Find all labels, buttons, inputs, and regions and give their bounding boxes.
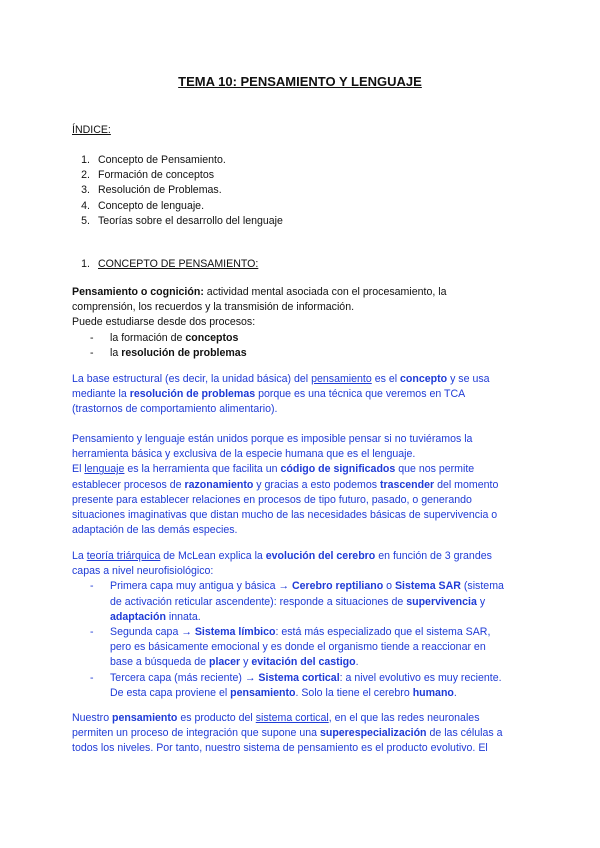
list-item: - Primera capa muy antigua y básica → Cerebro reptiliano o Sistema SAR (sistema de activación reticular ascendente): responde a situaciones de supervivencia y adaptación innata. xyxy=(90,580,504,623)
index-list xyxy=(72,153,283,229)
paragraph-sistema-cortical: Nuestro pensamiento es producto del sistema cortical, en el que las redes neuronales permiten un proceso de integración que supone una superespecialización de las células a todos los niveles. Por tanto, nuestro sistema de pensamiento es el producto evolutivo. El xyxy=(72,712,503,755)
section-heading: 1. CONCEPTO DE PENSAMIENTO: xyxy=(81,258,259,270)
definition-block: Pensamiento o cognición: actividad mental asociada con el procesamiento, la comprensión, los recuerdos y la transmisión de información. Puede estudiarse desde dos procesos: - la formación de conceptos - la resolución de problemas xyxy=(72,285,446,361)
paragraph-pensamiento-lenguaje: Pensamiento y lenguaje están unidos porque es imposible pensar si no tuviéramos la herramienta básica y exclusiva de la especie humana que es el lenguaje. El lenguaje es la herramienta que facilita un código de significados que nos permite establecer procesos de razonamiento y gracias a esto podemos trascender del momento presente para establecer relaciones en procesos de tipo futuro, pasado, o generando situaciones imaginativas que distan mucho de las necesidades básicas de supervivencia o adaptación de las demás especies. xyxy=(72,433,499,537)
index-item: 4. Concepto de lenguaje. xyxy=(81,199,205,212)
list-item: - Segunda capa → Sistema límbico: está más especializado que el sistema SAR, pero es básicamente emocional y es donde el organismo tiende a reaccionar en base a búsqueda de placer y evitación del castigo. xyxy=(90,626,491,669)
index-item: 2. Formación de conceptos xyxy=(81,169,215,182)
list-item: - Tercera capa (más reciente) → Sistema cortical: a nivel evolutivo es muy reciente. De esta capa proviene el pensamiento. Solo la tiene el cerebro humano. xyxy=(90,671,502,699)
index-label: ÍNDICE: xyxy=(72,124,111,136)
index-item: 5. Teorías sobre el desarrollo del lenguaje xyxy=(81,214,283,227)
list-item: - la resolución de problemas xyxy=(90,346,247,359)
paragraph-teoria-triarquica: La teoría triárquica de McLean explica la evolución del cerebro en función de 3 grandes capas a nivel neurofisiológico: - Primera capa muy antigua y básica → Cerebro reptiliano o Sistema SAR (sistema de activación reticular ascendente): responde a situaciones de supervivencia y adaptación innata. - Segunda capa → Sistema límbico: está más especializado que el sistema SAR, pero es básicamente emocional y es donde el organismo tiende a reaccionar en base a búsqueda de placer y evitación del castigo. - Tercera capa (más reciente) → Sistema cortical: a nivel evolutivo es muy reciente. De esta capa proviene el pensamiento. Solo la tiene el cerebro humano. xyxy=(72,549,504,701)
list-item: - la formación de conceptos xyxy=(90,331,239,344)
index-item: 1. Concepto de Pensamiento. xyxy=(81,154,226,166)
index-item: 3. Resolución de Problemas. xyxy=(81,184,222,197)
paragraph-base-estructural: La base estructural (es decir, la unidad básica) del pensamiento es el concepto y se usa mediante la resolución de problemas porque es una técnica que veremos en TCA (trastornos de comportamiento alimentario). xyxy=(72,373,490,416)
page-title: TEMA 10: PENSAMIENTO Y LENGUAJE xyxy=(178,74,422,89)
